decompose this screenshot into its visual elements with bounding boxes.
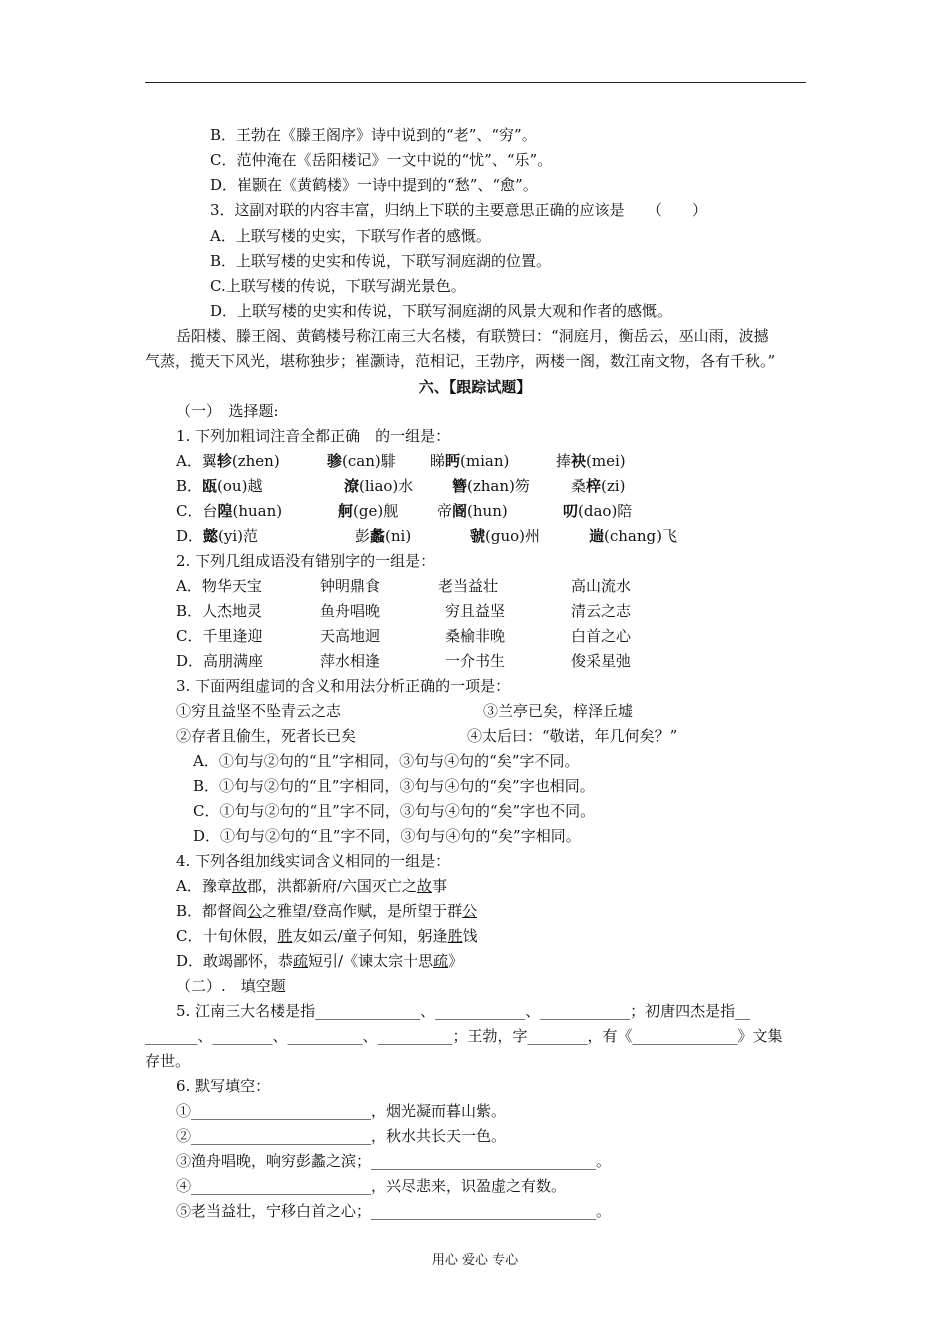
question-1-option-d: D．懿(yi)范 (176, 527, 259, 545)
sentence-4: ④太后曰：“敬诺，年几何矣？” (467, 727, 678, 745)
question-6-stem: 6. 默写填空： (176, 1077, 271, 1095)
sentence-2: ②存者且偷生，死者长已矣 (176, 727, 357, 745)
question-4-option-d: D．敢竭鄙怀，恭疏短引/《谏太宗十思疏》 (176, 952, 464, 970)
section-title: 六、【跟踪试题】 (418, 378, 532, 396)
question-2-option-d: D．高朋满座 (176, 652, 264, 670)
question-2-option-b: B．人杰地灵 (176, 602, 263, 620)
question-2-option-a: A．物华天宝 (176, 577, 262, 595)
part-heading: （一） 选择题: (176, 402, 279, 420)
paragraph: 岳阳楼、滕王阁、黄鹤楼号称江南三大名楼，有联赞曰：“洞庭月，衡岳云，巫山雨，波撼 (176, 327, 769, 345)
question-4-stem: 4. 下列各组加线实词含义相同的一组是： (176, 852, 451, 870)
header-rule (145, 82, 806, 83)
question-1-option-b: B．瓯(ou)越 (176, 477, 263, 495)
question-2-option-c: C．千里逢迎 (176, 627, 263, 645)
question-4-option-a: A．豫章故郡，洪都新府/六国灭亡之故事 (176, 877, 447, 895)
option-b: B．王勃在《滕王阁序》诗中说到的“老”、“穷”。 (210, 126, 537, 144)
question-3-stem: 3. 下面两组虚词的含义和用法分析正确的一项是： (176, 677, 511, 695)
question-4-option-c: C．十旬休假，胜友如云/童子何知，躬逢胜饯 (176, 927, 478, 945)
fill-line-2: ②________________________，秋水共长天一色。 (176, 1127, 507, 1145)
question-1-option-a: A．翼轸(zhen) (176, 452, 280, 470)
option-c: C.上联写楼的传说，下联写湖光景色。 (210, 277, 466, 295)
question-1-option-c: C．台隍(huan) (176, 502, 283, 520)
part-heading: （二）. 填空题 (176, 977, 286, 995)
option-a: A．上联写楼的史实，下联写作者的感慨。 (210, 227, 491, 245)
question-3-couplet: 3．这副对联的内容丰富，归纳上下联的主要意思正确的应该是 （ ） (210, 201, 708, 219)
question-1-stem: 1. 下列加粗词注音全都正确 的一组是： (176, 427, 451, 445)
option-d: D．崔颢在《黄鹤楼》一诗中提到的“愁”、“愈”。 (210, 176, 538, 194)
sentence-3: ③兰亭已矣，梓泽丘墟 (483, 702, 634, 720)
question-5-line: 5. 江南三大名楼是指______________、____________、____________；初唐四杰是指__ (176, 1002, 751, 1020)
question-3-option-b: B．①句与②句的“且”字相同，③句与④句的“矣”字也相同。 (193, 777, 595, 795)
question-5-line: 存世。 (145, 1052, 191, 1070)
sentence-1: ①穷且益坚不坠青云之志 (176, 702, 342, 720)
option-d: D．上联写楼的史实和传说，下联写洞庭湖的风景大观和作者的感慨。 (210, 302, 673, 320)
fill-line-4: ④________________________，兴尽悲来，识盈虚之有数。 (176, 1177, 567, 1195)
fill-line-5: ⑤老当益壮，宁移白首之心；______________________________。 (176, 1202, 612, 1220)
fill-line-3: ③渔舟唱晚，响穷彭蠡之滨；______________________________。 (176, 1152, 612, 1170)
option-b: B．上联写楼的史实和传说，下联写洞庭湖的位置。 (210, 252, 552, 270)
question-3-option-d: D．①句与②句的“且”字不同，③句与④句的“矣”字相同。 (193, 827, 581, 845)
fill-line-1: ①________________________，烟光凝而暮山紫。 (176, 1102, 507, 1120)
paragraph: 气蒸，揽天下风光，堪称独步；崔灏诗，范相记，王勃序，两楼一阁，数江南文物，各有千秋。” (145, 352, 776, 370)
page-footer: 用心 爱心 专心 (431, 1253, 519, 1268)
question-3-option-c: C．①句与②句的“且”字不同，③句与④句的“矣”字也不同。 (193, 802, 596, 820)
question-5-line: _______、________、__________、__________；王勃，字________，有《______________》文集 (145, 1027, 783, 1045)
option-c: C．范仲淹在《岳阳楼记》一文中说的“忧”、“乐”。 (210, 151, 553, 169)
question-3-option-a: A．①句与②句的“且”字相同，③句与④句的“矣”字不同。 (193, 752, 580, 770)
question-4-option-b: B．都督阎公之雅望/登高作赋，是所望于群公 (176, 902, 478, 920)
question-2-stem: 2. 下列几组成语没有错别字的一组是： (176, 552, 436, 570)
